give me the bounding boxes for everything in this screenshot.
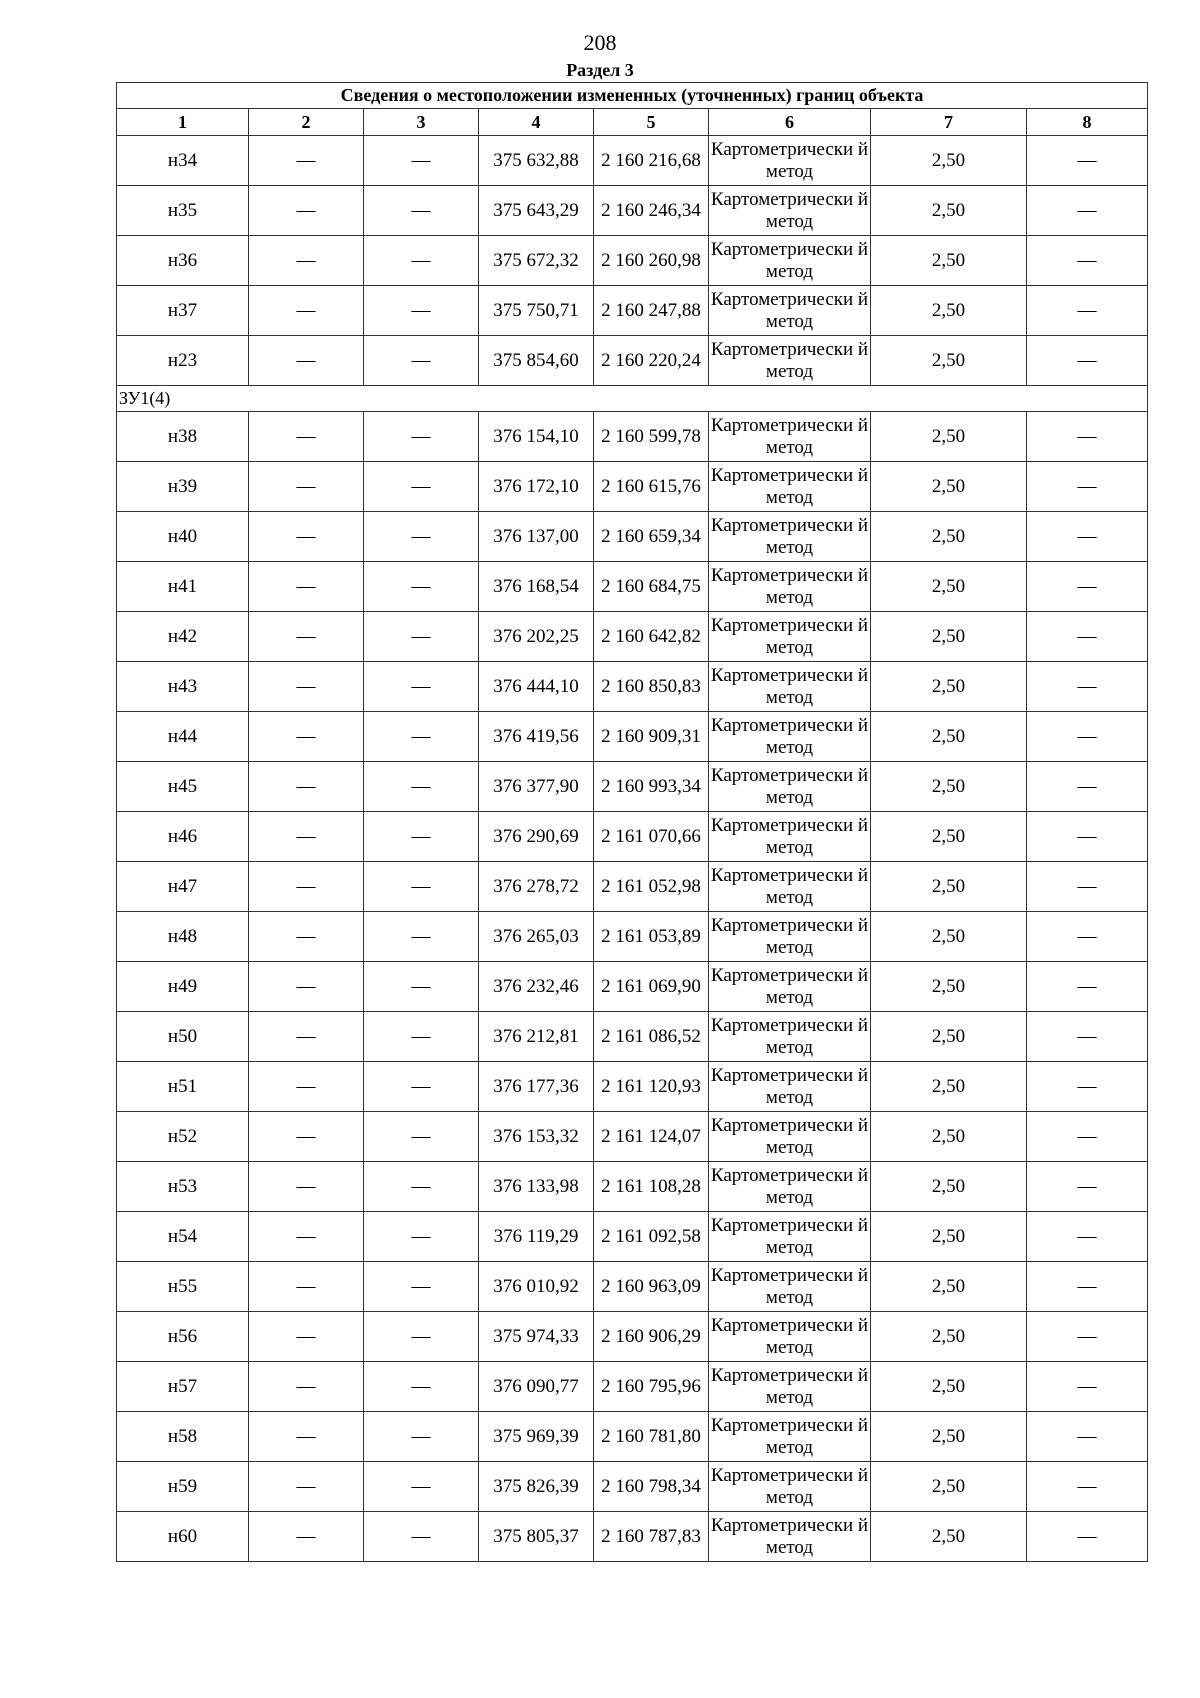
dash-cell: — — [1027, 812, 1148, 862]
table-row — [117, 236, 1148, 286]
column-header: 4 — [479, 109, 594, 136]
dash-cell: — — [364, 1112, 479, 1162]
table-row — [117, 1062, 1148, 1112]
dash-cell: — — [249, 1512, 364, 1562]
point-number-cell: н35 — [117, 186, 249, 236]
method-cell: Картометрически й метод — [709, 1362, 871, 1412]
dash-cell: — — [364, 462, 479, 512]
column-header: 6 — [709, 109, 871, 136]
coordinate-y-cell: 2 161 069,90 — [594, 962, 709, 1012]
coordinate-y-cell: 2 160 850,83 — [594, 662, 709, 712]
method-cell: Картометрически й метод — [709, 1512, 871, 1562]
boundary-table — [116, 82, 1148, 1562]
coordinate-y-cell: 2 160 247,88 — [594, 286, 709, 336]
dash-cell: — — [249, 1412, 364, 1462]
point-number-cell: н46 — [117, 812, 249, 862]
dash-cell: — — [249, 462, 364, 512]
point-number-cell: н23 — [117, 336, 249, 386]
coordinate-x-cell: 375 750,71 — [479, 286, 594, 336]
table-row — [117, 562, 1148, 612]
coordinate-x-cell: 376 377,90 — [479, 762, 594, 812]
dash-cell: — — [1027, 1362, 1148, 1412]
accuracy-cell: 2,50 — [871, 1362, 1027, 1412]
coordinate-x-cell: 376 137,00 — [479, 512, 594, 562]
method-cell: Картометрически й метод — [709, 136, 871, 186]
point-number-cell: н57 — [117, 1362, 249, 1412]
coordinate-y-cell: 2 161 053,89 — [594, 912, 709, 962]
coordinate-x-cell: 376 133,98 — [479, 1162, 594, 1212]
method-cell: Картометрически й метод — [709, 1412, 871, 1462]
dash-cell: — — [364, 862, 479, 912]
dash-cell: — — [1027, 1262, 1148, 1312]
accuracy-cell: 2,50 — [871, 1262, 1027, 1312]
column-header: 5 — [594, 109, 709, 136]
table-row — [117, 1312, 1148, 1362]
method-cell: Картометрически й метод — [709, 286, 871, 336]
dash-cell: — — [1027, 1512, 1148, 1562]
accuracy-cell: 2,50 — [871, 912, 1027, 962]
table-row — [117, 1462, 1148, 1512]
dash-cell: — — [364, 336, 479, 386]
dash-cell: — — [364, 186, 479, 236]
dash-cell: — — [249, 762, 364, 812]
dash-cell: — — [364, 712, 479, 762]
accuracy-cell: 2,50 — [871, 336, 1027, 386]
column-header: 3 — [364, 109, 479, 136]
coordinate-x-cell: 376 419,56 — [479, 712, 594, 762]
dash-cell: — — [1027, 1112, 1148, 1162]
method-cell: Картометрически й метод — [709, 1312, 871, 1362]
table-row — [117, 962, 1148, 1012]
accuracy-cell: 2,50 — [871, 186, 1027, 236]
dash-cell: — — [364, 562, 479, 612]
dash-cell: — — [1027, 286, 1148, 336]
coordinate-y-cell: 2 161 086,52 — [594, 1012, 709, 1062]
point-number-cell: н54 — [117, 1212, 249, 1262]
coordinate-y-cell: 2 160 216,68 — [594, 136, 709, 186]
dash-cell: — — [1027, 336, 1148, 386]
section-title: Раздел 3 — [566, 60, 634, 80]
table-caption: Сведения о местоположении измененных (уточненных) границ объекта — [117, 83, 1148, 109]
accuracy-cell: 2,50 — [871, 862, 1027, 912]
coordinate-x-cell: 375 643,29 — [479, 186, 594, 236]
coordinate-y-cell: 2 160 615,76 — [594, 462, 709, 512]
table-row — [117, 762, 1148, 812]
point-number-cell: н59 — [117, 1462, 249, 1512]
point-number-cell: н40 — [117, 512, 249, 562]
point-number-cell: н56 — [117, 1312, 249, 1362]
coordinate-x-cell: 375 805,37 — [479, 1512, 594, 1562]
method-cell: Картометрически й метод — [709, 1062, 871, 1112]
method-cell: Картометрически й метод — [709, 1112, 871, 1162]
coordinate-y-cell: 2 160 993,34 — [594, 762, 709, 812]
coordinate-y-cell: 2 160 246,34 — [594, 186, 709, 236]
coordinate-y-cell: 2 160 599,78 — [594, 412, 709, 462]
dash-cell: — — [1027, 1212, 1148, 1262]
point-number-cell: н41 — [117, 562, 249, 612]
method-cell: Картометрически й метод — [709, 812, 871, 862]
dash-cell: — — [249, 186, 364, 236]
dash-cell: — — [249, 1062, 364, 1112]
dash-cell: — — [249, 612, 364, 662]
coordinate-y-cell: 2 160 684,75 — [594, 562, 709, 612]
dash-cell: — — [364, 412, 479, 462]
dash-cell: — — [249, 1362, 364, 1412]
method-cell: Картометрически й метод — [709, 612, 871, 662]
coordinate-y-cell: 2 161 070,66 — [594, 812, 709, 862]
group-row — [117, 386, 1148, 412]
method-cell: Картометрически й метод — [709, 412, 871, 462]
column-header: 8 — [1027, 109, 1148, 136]
accuracy-cell: 2,50 — [871, 462, 1027, 512]
accuracy-cell: 2,50 — [871, 712, 1027, 762]
point-number-cell: н48 — [117, 912, 249, 962]
table-row — [117, 1512, 1148, 1562]
method-cell: Картометрически й метод — [709, 862, 871, 912]
dash-cell: — — [249, 662, 364, 712]
accuracy-cell: 2,50 — [871, 286, 1027, 336]
method-cell: Картометрически й метод — [709, 1262, 871, 1312]
dash-cell: — — [249, 336, 364, 386]
method-cell: Картометрически й метод — [709, 462, 871, 512]
coordinate-y-cell: 2 160 798,34 — [594, 1462, 709, 1512]
point-number-cell: н55 — [117, 1262, 249, 1312]
method-cell: Картометрически й метод — [709, 1212, 871, 1262]
accuracy-cell: 2,50 — [871, 1312, 1027, 1362]
table-row — [117, 1112, 1148, 1162]
accuracy-cell: 2,50 — [871, 812, 1027, 862]
dash-cell: — — [364, 812, 479, 862]
point-number-cell: н44 — [117, 712, 249, 762]
dash-cell: — — [364, 1512, 479, 1562]
coordinate-x-cell: 375 854,60 — [479, 336, 594, 386]
dash-cell: — — [1027, 1462, 1148, 1512]
table-row — [117, 912, 1148, 962]
point-number-cell: н43 — [117, 662, 249, 712]
coordinate-x-cell: 376 177,36 — [479, 1062, 594, 1112]
coordinate-x-cell: 376 010,92 — [479, 1262, 594, 1312]
coordinate-x-cell: 375 672,32 — [479, 236, 594, 286]
dash-cell: — — [249, 512, 364, 562]
method-cell: Картометрически й метод — [709, 962, 871, 1012]
method-cell: Картометрически й метод — [709, 236, 871, 286]
coordinate-y-cell: 2 160 659,34 — [594, 512, 709, 562]
table-row — [117, 412, 1148, 462]
method-cell: Картометрически й метод — [709, 662, 871, 712]
dash-cell: — — [1027, 512, 1148, 562]
dash-cell: — — [249, 1312, 364, 1362]
dash-cell: — — [249, 862, 364, 912]
point-number-cell: н60 — [117, 1512, 249, 1562]
dash-cell: — — [364, 1462, 479, 1512]
dash-cell: — — [1027, 462, 1148, 512]
coordinate-x-cell: 375 632,88 — [479, 136, 594, 186]
coordinate-y-cell: 2 161 124,07 — [594, 1112, 709, 1162]
dash-cell: — — [364, 762, 479, 812]
method-cell: Картометрически й метод — [709, 762, 871, 812]
dash-cell: — — [1027, 562, 1148, 612]
table-row — [117, 1362, 1148, 1412]
coordinate-y-cell: 2 160 795,96 — [594, 1362, 709, 1412]
dash-cell: — — [249, 236, 364, 286]
dash-cell: — — [364, 286, 479, 336]
dash-cell: — — [249, 136, 364, 186]
coordinate-x-cell: 376 154,10 — [479, 412, 594, 462]
point-number-cell: н47 — [117, 862, 249, 912]
accuracy-cell: 2,50 — [871, 1162, 1027, 1212]
dash-cell: — — [249, 1162, 364, 1212]
coordinate-y-cell: 2 160 642,82 — [594, 612, 709, 662]
method-cell: Картометрически й метод — [709, 336, 871, 386]
dash-cell: — — [364, 962, 479, 1012]
accuracy-cell: 2,50 — [871, 1012, 1027, 1062]
coordinate-x-cell: 376 265,03 — [479, 912, 594, 962]
dash-cell: — — [249, 912, 364, 962]
column-header: 2 — [249, 109, 364, 136]
coordinate-x-cell: 376 232,46 — [479, 962, 594, 1012]
coordinate-x-cell: 376 278,72 — [479, 862, 594, 912]
table-row — [117, 1012, 1148, 1062]
table-row — [117, 812, 1148, 862]
accuracy-cell: 2,50 — [871, 1412, 1027, 1462]
dash-cell: — — [1027, 612, 1148, 662]
dash-cell: — — [1027, 1162, 1148, 1212]
dash-cell: — — [1027, 862, 1148, 912]
coordinate-y-cell: 2 160 781,80 — [594, 1412, 709, 1462]
dash-cell: — — [1027, 1062, 1148, 1112]
accuracy-cell: 2,50 — [871, 1512, 1027, 1562]
column-header: 7 — [871, 109, 1027, 136]
dash-cell: — — [1027, 762, 1148, 812]
column-header: 1 — [117, 109, 249, 136]
coordinate-y-cell: 2 161 108,28 — [594, 1162, 709, 1212]
accuracy-cell: 2,50 — [871, 1462, 1027, 1512]
dash-cell: — — [249, 286, 364, 336]
dash-cell: — — [1027, 1412, 1148, 1462]
table-row — [117, 612, 1148, 662]
dash-cell: — — [249, 712, 364, 762]
coordinate-x-cell: 375 969,39 — [479, 1412, 594, 1462]
coordinate-y-cell: 2 160 787,83 — [594, 1512, 709, 1562]
method-cell: Картометрически й метод — [709, 712, 871, 762]
dash-cell: — — [249, 962, 364, 1012]
table-row — [117, 1262, 1148, 1312]
dash-cell: — — [249, 1012, 364, 1062]
dash-cell: — — [1027, 912, 1148, 962]
accuracy-cell: 2,50 — [871, 612, 1027, 662]
table-row — [117, 662, 1148, 712]
point-number-cell: н49 — [117, 962, 249, 1012]
point-number-cell: н34 — [117, 136, 249, 186]
method-cell: Картометрически й метод — [709, 912, 871, 962]
point-number-cell: н52 — [117, 1112, 249, 1162]
dash-cell: — — [249, 562, 364, 612]
dash-cell: — — [249, 412, 364, 462]
coordinate-y-cell: 2 161 092,58 — [594, 1212, 709, 1262]
dash-cell: — — [1027, 962, 1148, 1012]
dash-cell: — — [364, 1312, 479, 1362]
accuracy-cell: 2,50 — [871, 662, 1027, 712]
dash-cell: — — [364, 612, 479, 662]
dash-cell: — — [1027, 236, 1148, 286]
table-row — [117, 1212, 1148, 1262]
accuracy-cell: 2,50 — [871, 1062, 1027, 1112]
coordinate-x-cell: 376 212,81 — [479, 1012, 594, 1062]
point-number-cell: н53 — [117, 1162, 249, 1212]
dash-cell: — — [1027, 1012, 1148, 1062]
dash-cell: — — [1027, 712, 1148, 762]
dash-cell: — — [364, 912, 479, 962]
coordinate-x-cell: 375 826,39 — [479, 1462, 594, 1512]
table-row — [117, 1162, 1148, 1212]
dash-cell: — — [364, 1012, 479, 1062]
group-label: ЗУ1(4) — [117, 386, 1148, 412]
accuracy-cell: 2,50 — [871, 962, 1027, 1012]
dash-cell: — — [1027, 136, 1148, 186]
dash-cell: — — [364, 1162, 479, 1212]
coordinate-x-cell: 376 444,10 — [479, 662, 594, 712]
point-number-cell: н39 — [117, 462, 249, 512]
dash-cell: — — [1027, 662, 1148, 712]
dash-cell: — — [364, 662, 479, 712]
dash-cell: — — [249, 1462, 364, 1512]
dash-cell: — — [364, 1262, 479, 1312]
coordinate-x-cell: 376 202,25 — [479, 612, 594, 662]
dash-cell: — — [364, 136, 479, 186]
accuracy-cell: 2,50 — [871, 512, 1027, 562]
coordinate-y-cell: 2 160 963,09 — [594, 1262, 709, 1312]
coordinate-y-cell: 2 160 906,29 — [594, 1312, 709, 1362]
method-cell: Картометрически й метод — [709, 1162, 871, 1212]
coordinate-x-cell: 375 974,33 — [479, 1312, 594, 1362]
table-row — [117, 862, 1148, 912]
point-number-cell: н58 — [117, 1412, 249, 1462]
point-number-cell: н45 — [117, 762, 249, 812]
dash-cell: — — [1027, 412, 1148, 462]
dash-cell: — — [249, 1262, 364, 1312]
accuracy-cell: 2,50 — [871, 1112, 1027, 1162]
method-cell: Картометрически й метод — [709, 512, 871, 562]
accuracy-cell: 2,50 — [871, 236, 1027, 286]
accuracy-cell: 2,50 — [871, 762, 1027, 812]
accuracy-cell: 2,50 — [871, 412, 1027, 462]
method-cell: Картометрически й метод — [709, 1462, 871, 1512]
dash-cell: — — [364, 1212, 479, 1262]
table-row — [117, 286, 1148, 336]
table-row — [117, 1412, 1148, 1462]
accuracy-cell: 2,50 — [871, 1212, 1027, 1262]
table-row — [117, 512, 1148, 562]
table-row — [117, 136, 1148, 186]
point-number-cell: н50 — [117, 1012, 249, 1062]
coordinate-x-cell: 376 153,32 — [479, 1112, 594, 1162]
dash-cell: — — [364, 1362, 479, 1412]
dash-cell: — — [364, 1412, 479, 1462]
header-row — [117, 109, 1148, 136]
coordinate-x-cell: 376 119,29 — [479, 1212, 594, 1262]
dash-cell: — — [364, 236, 479, 286]
dash-cell: — — [364, 512, 479, 562]
coordinate-x-cell: 376 168,54 — [479, 562, 594, 612]
coordinate-x-cell: 376 090,77 — [479, 1362, 594, 1412]
coordinate-y-cell: 2 160 909,31 — [594, 712, 709, 762]
table-row — [117, 186, 1148, 236]
point-number-cell: н51 — [117, 1062, 249, 1112]
coordinate-y-cell: 2 160 260,98 — [594, 236, 709, 286]
table-row — [117, 462, 1148, 512]
table-row — [117, 336, 1148, 386]
method-cell: Картометрически й метод — [709, 186, 871, 236]
table-row — [117, 712, 1148, 762]
coordinate-y-cell: 2 161 052,98 — [594, 862, 709, 912]
coordinate-y-cell: 2 161 120,93 — [594, 1062, 709, 1112]
point-number-cell: н38 — [117, 412, 249, 462]
point-number-cell: н37 — [117, 286, 249, 336]
accuracy-cell: 2,50 — [871, 136, 1027, 186]
coordinate-y-cell: 2 160 220,24 — [594, 336, 709, 386]
dash-cell: — — [249, 812, 364, 862]
method-cell: Картометрически й метод — [709, 562, 871, 612]
point-number-cell: н36 — [117, 236, 249, 286]
coordinate-x-cell: 376 172,10 — [479, 462, 594, 512]
coordinate-x-cell: 376 290,69 — [479, 812, 594, 862]
point-number-cell: н42 — [117, 612, 249, 662]
accuracy-cell: 2,50 — [871, 562, 1027, 612]
dash-cell: — — [1027, 1312, 1148, 1362]
method-cell: Картометрически й метод — [709, 1012, 871, 1062]
page-number: 208 — [583, 30, 617, 55]
dash-cell: — — [364, 1062, 479, 1112]
dash-cell: — — [1027, 186, 1148, 236]
dash-cell: — — [249, 1112, 364, 1162]
dash-cell: — — [249, 1212, 364, 1262]
